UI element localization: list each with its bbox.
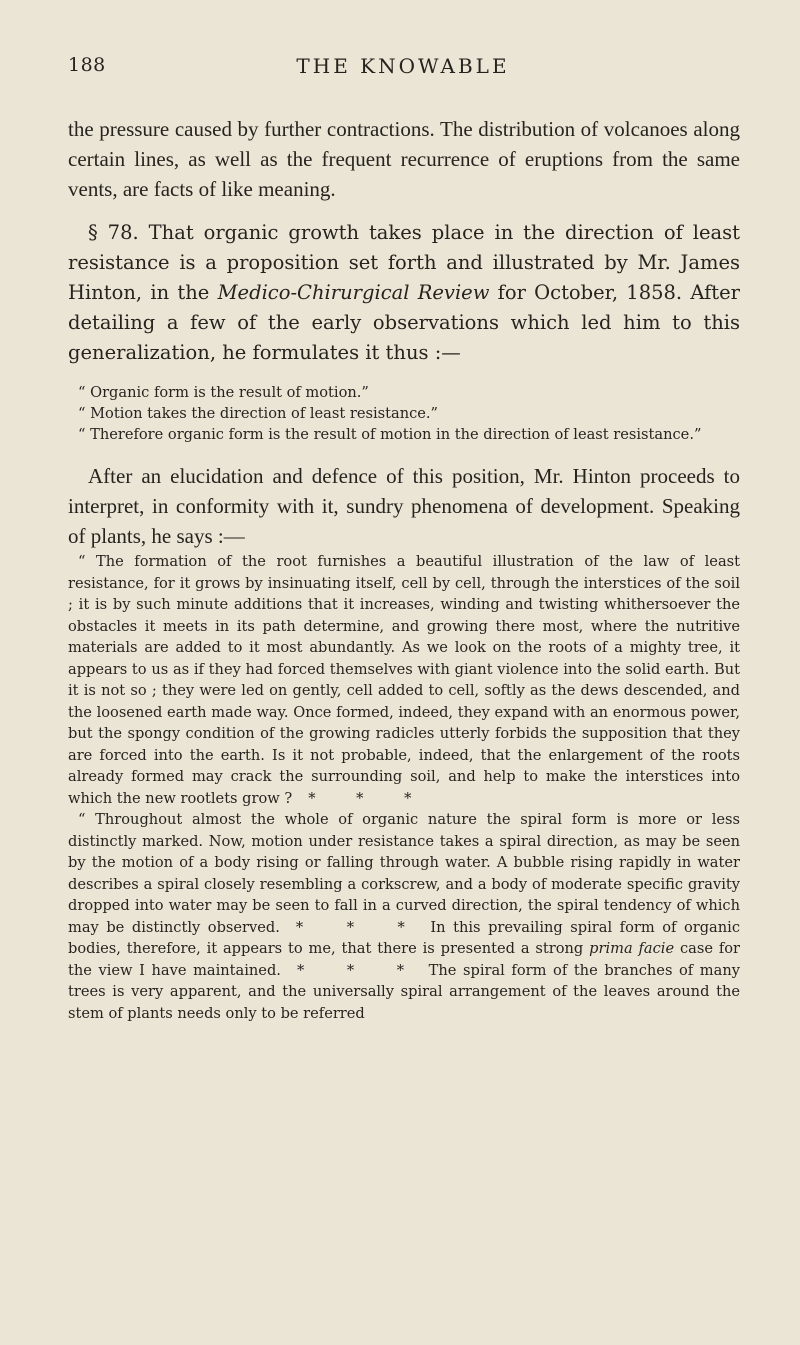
ellipsis-stars: * * * xyxy=(308,789,430,807)
paragraph-continuation xyxy=(68,114,740,204)
running-head: THE KNOWABLE xyxy=(296,54,510,78)
paragraph-text: The spiral form of the branches of many trees is very apparent, and the universally spiral arrangement of the leaves around the stem of plants needs only to be referred xyxy=(68,961,740,1022)
paragraph-text: § 78. That organic growth takes place in the direction of least resistance is a proposition set forth and illustrated by Mr. James Hinton, in the xyxy=(68,221,740,304)
page-number: 188 xyxy=(68,54,106,76)
quote-line: “ Organic form is the result of motion.” xyxy=(78,384,369,401)
elucidation-paragraph xyxy=(68,461,740,551)
paragraph-text: “ Throughout almost the whole of organic nature the spiral form is more or less distinctly marked. Now, motion under resistance takes a spiral direction, as may be seen by the motion of a body rising or falling through water. A bubble rising rapidly in water describes a spiral closely resembling a corkscrew, and a body of moderate specific gravity dropped into water may be seen to fall in a curved direction, the spiral tendency of which may be distinctly observed. xyxy=(68,811,740,936)
quote-line: “ Motion takes the direction of least resistance.” xyxy=(78,405,439,422)
journal-title: Medico-Chirurgical Review xyxy=(217,281,490,304)
paragraph-text: for October, 1858. After detailing a few of the early observations which led him to this generalization, he formulates it thus :— xyxy=(68,281,740,364)
body-text xyxy=(68,114,740,1024)
hinton-formula-quotes xyxy=(68,382,740,445)
paragraph-text: case for the view I have maintained. xyxy=(68,940,741,979)
paragraph-text: After an elucidation and defence of this position, Mr. Hinton proceeds to interpret, in conformity with it, sundry phenomena of development. Speaking of plants, he says :— xyxy=(68,464,740,548)
section-78-paragraph xyxy=(68,218,740,368)
page-header xyxy=(68,54,738,84)
paragraph-text: “ The formation of the root furnishes a beautiful illustration of the law of least resistance, for it grows by insinuating itself, cell by cell, through the interstices of the soil ; it is by such minute additions that it increases, winding and twisting whithersoever the obstacles it meets in its path determine, and growing there most, where the nutritive materials are added to it most abundantly. As we look on the roots of a mighty tree, it appears to us as if they had forced themselves with giant violence into the solid earth. But it is not so ; they were led on gently, cell added to cell, softly as the dews descended, and the loosened earth made way. Once formed, indeed, they expand with an enormous power, but the spongy condition of the growing radicles utterly forbids the supposition that they are forced into the earth. Is it not probable, indeed, that the enlargement of the roots already formed may crack the surrounding soil, and help to make the interstices into which the new rootlets grow ? xyxy=(68,553,740,807)
ellipsis-stars: * * * xyxy=(295,918,423,936)
spiral-quotation xyxy=(68,809,740,1024)
paragraph-text: In this prevailing spiral form of organic bodies, therefore, it appears to me, that there is presented a strong xyxy=(68,918,740,957)
ellipsis-stars: * * * xyxy=(296,961,423,979)
paragraph-text: the pressure caused by further contractions. The distribution of volcanoes along certain lines, as well as the frequent recurrence of eruptions from the same vents, are facts of like meaning. xyxy=(68,117,740,201)
latin-phrase: prima facie xyxy=(589,940,675,957)
quote-line: “ Therefore organic form is the result of motion in the direction of least resistance.” xyxy=(78,426,702,443)
root-quotation xyxy=(68,551,740,809)
